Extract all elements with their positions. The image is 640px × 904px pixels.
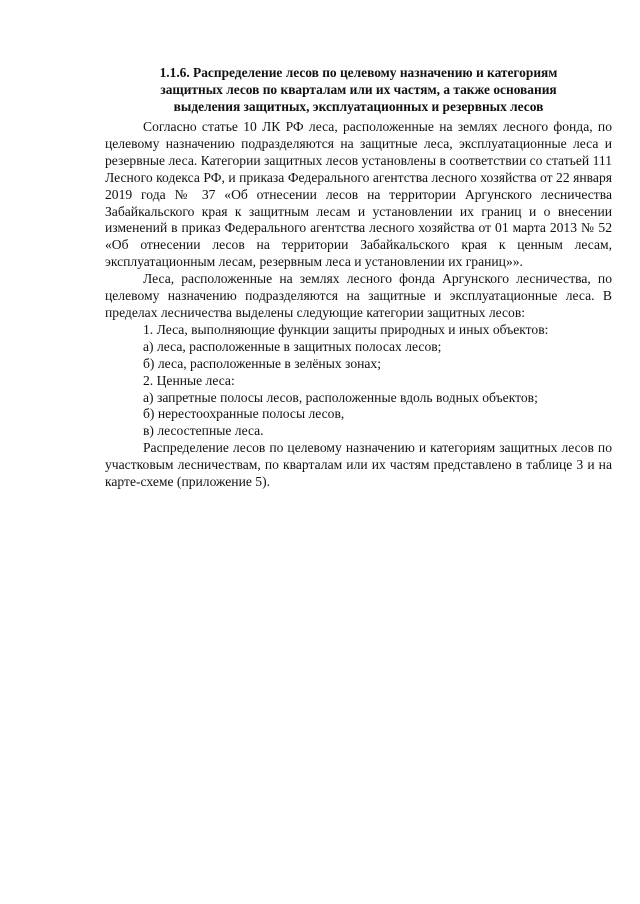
paragraph-distribution-reference: Распределение лесов по целевому назначению и категориям защитных лесов по участковым лесничествам, по кварталам или их частям представлено в таблице 3 и на карте-схеме (приложение 5). — [105, 440, 612, 490]
section-heading-line-3: выделения защитных, эксплуатационных и резервных лесов — [173, 99, 544, 114]
list-item: 1. Леса, выполняющие функции защиты природных и иных объектов: — [143, 321, 549, 337]
list-item: а) запретные полосы лесов, расположенные вдоль водных объектов; — [143, 389, 538, 405]
document-page — [105, 64, 612, 491]
list-item: а) леса, расположенные в защитных полосах лесов; — [143, 338, 442, 354]
protective-forest-category-list — [105, 322, 612, 440]
list-item: в) лесостепные леса. — [143, 423, 264, 439]
section-heading — [105, 64, 612, 115]
list-item: б) леса, расположенные в зелёных зонах; — [143, 355, 381, 371]
paragraph-forest-classification: Согласно статье 10 ЛК РФ леса, расположенные на землях лесного фонда, по целевому назначению подразделяются на защитные леса, эксплуатационные леса и резервные леса. Категории защитных лесов установлены в соответствии со статьей 111 Лесного кодекса РФ, и приказа Федерального агентства лесного хозяйства от 22 января 2019 года № 37 «Об отнесении лесов на территории Аргунского лесничества Забайкальского края к защитным лесам и установлении их границ и о внесении изменений в приказ Федерального агентства лесного хозяйства от 01 марта 2013 № 52 «Об отнесении лесов на территории Забайкальского края к ценным лесам, эксплуатационным лесам, резервным леса и установлении их границ»». — [105, 119, 612, 270]
section-heading-line-2: защитных лесов по кварталам или их частям, а также основания — [160, 82, 557, 97]
list-item: б) нерестоохранные полосы лесов, — [143, 406, 345, 422]
list-item: 2. Ценные леса: — [143, 372, 235, 388]
section-heading-line-1: 1.1.6. Распределение лесов по целевому назначению и категориям — [159, 65, 558, 80]
paragraph-argun-forestry: Леса, расположенные на землях лесного фонда Аргунского лесничества, по целевому назначению подразделяются на защитные и эксплуатационные леса. В пределах лесничества выделены следующие категории защитных лесов: — [105, 271, 612, 320]
